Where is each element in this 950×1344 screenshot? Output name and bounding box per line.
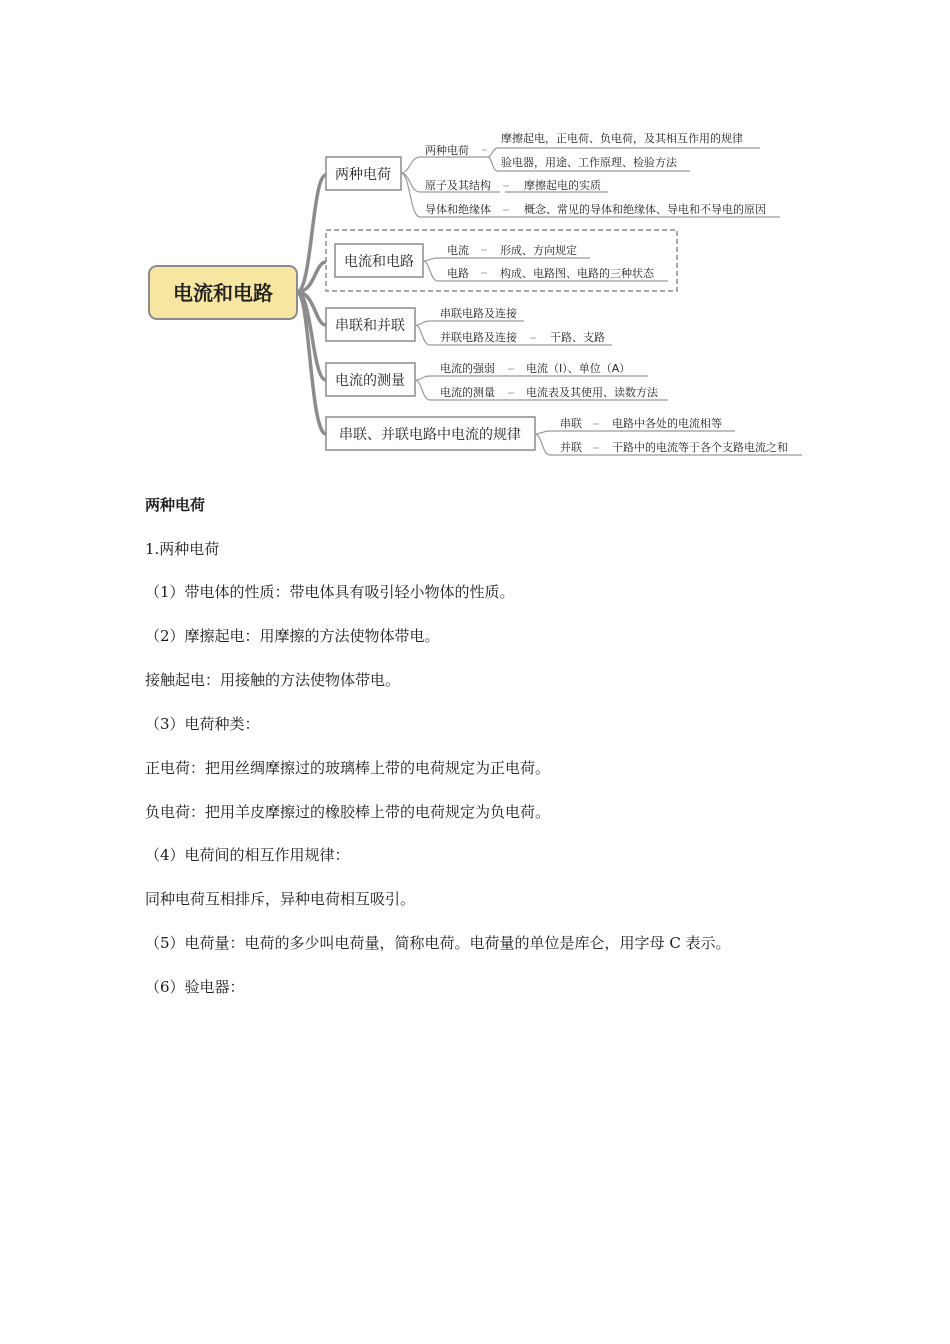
paragraph-6: 正电荷：把用丝绸摩擦过的玻璃棒上带的电荷规定为正电荷。: [145, 759, 551, 777]
paragraph-5: （3）电荷种类：: [145, 715, 260, 733]
root-connectors: [297, 175, 326, 434]
leaf-label-1-1-2: 验电器，用途、工作原理、检验方法: [501, 156, 677, 169]
paragraph-4: 接触起电：用接触的方法使物体带电。: [145, 671, 401, 689]
sub-label-1-1: 两种电荷: [425, 144, 469, 157]
sub-label-1-3: 导体和绝缘体: [425, 203, 491, 216]
mind-map: [0, 0, 950, 480]
root-label: 电流和电路: [173, 281, 273, 305]
paragraph-7: 负电荷：把用羊皮摩擦过的橡胶棒上带的电荷规定为负电荷。: [145, 803, 551, 821]
connector-branch-1: [297, 175, 326, 292]
paragraph-11: （6）验电器：: [145, 978, 245, 996]
paragraph-3: （2）摩擦起电：用摩擦的方法使物体带电。: [145, 627, 440, 645]
leaf-label-3-2-1: 干路、支路: [550, 331, 605, 344]
leaf-label-4-2-1: 电流表及其使用、读数方法: [526, 386, 658, 399]
leaf-label-1-3-1: 概念、常见的导体和绝缘体、导电和不导电的原因: [524, 203, 766, 216]
sub-label-2-2: 电路: [447, 267, 469, 280]
connector-branch-5: [297, 292, 326, 434]
sub-label-4-2: 电流的测量: [440, 386, 495, 399]
paragraph-9: 同种电荷互相排斥，异种电荷相互吸引。: [145, 890, 416, 908]
paragraph-1: 1.两种电荷: [145, 540, 220, 558]
section-title: 两种电荷: [145, 496, 206, 514]
sub-label-5-2: 并联: [560, 441, 582, 454]
paragraph-8: （4）电荷间的相互作用规律：: [145, 846, 350, 864]
branch-label-4: 电流的测量: [335, 373, 405, 389]
sub-label-1-2: 原子及其结构: [425, 179, 491, 192]
sub-label-3-2: 并联电路及连接: [440, 331, 517, 344]
leaf-label-5-2-1: 干路中的电流等于各个支路电流之和: [612, 441, 788, 454]
leaf-label-4-1-1: 电流（I）、单位（A）: [526, 362, 631, 375]
branch-label-5: 串联、并联电路中电流的规律: [339, 427, 521, 443]
sub-label-3-1: 串联电路及连接: [440, 307, 517, 320]
paragraph-10: （5）电荷量：电荷的多少叫电荷量，简称电荷。电荷量的单位是库仑，用字母 C 表示。: [145, 934, 731, 952]
leaf-label-1-1-1: 摩擦起电，正电荷、负电荷，及其相互作用的规律: [501, 132, 743, 145]
sub-label-5-1: 串联: [560, 417, 582, 430]
mind-map-svg: [0, 0, 950, 480]
leaf-label-2-2-1: 构成、电路图、电路的三种状态: [500, 267, 654, 280]
branch-label-2: 电流和电路: [344, 254, 414, 270]
leaf-label-2-1-1: 形成、方向规定: [500, 244, 577, 257]
sub-label-4-1: 电流的强弱: [440, 362, 495, 375]
leaf-label-1-2-1: 摩擦起电的实质: [524, 179, 601, 192]
paragraph-2: （1）带电体的性质：带电体具有吸引轻小物体的性质。: [145, 583, 515, 601]
branch-label-1: 两种电荷: [335, 167, 391, 183]
branch-label-3: 串联和并联: [335, 318, 405, 334]
sub-label-2-1: 电流: [447, 244, 469, 257]
leaf-label-5-1-1: 电路中各处的电流相等: [612, 417, 722, 430]
